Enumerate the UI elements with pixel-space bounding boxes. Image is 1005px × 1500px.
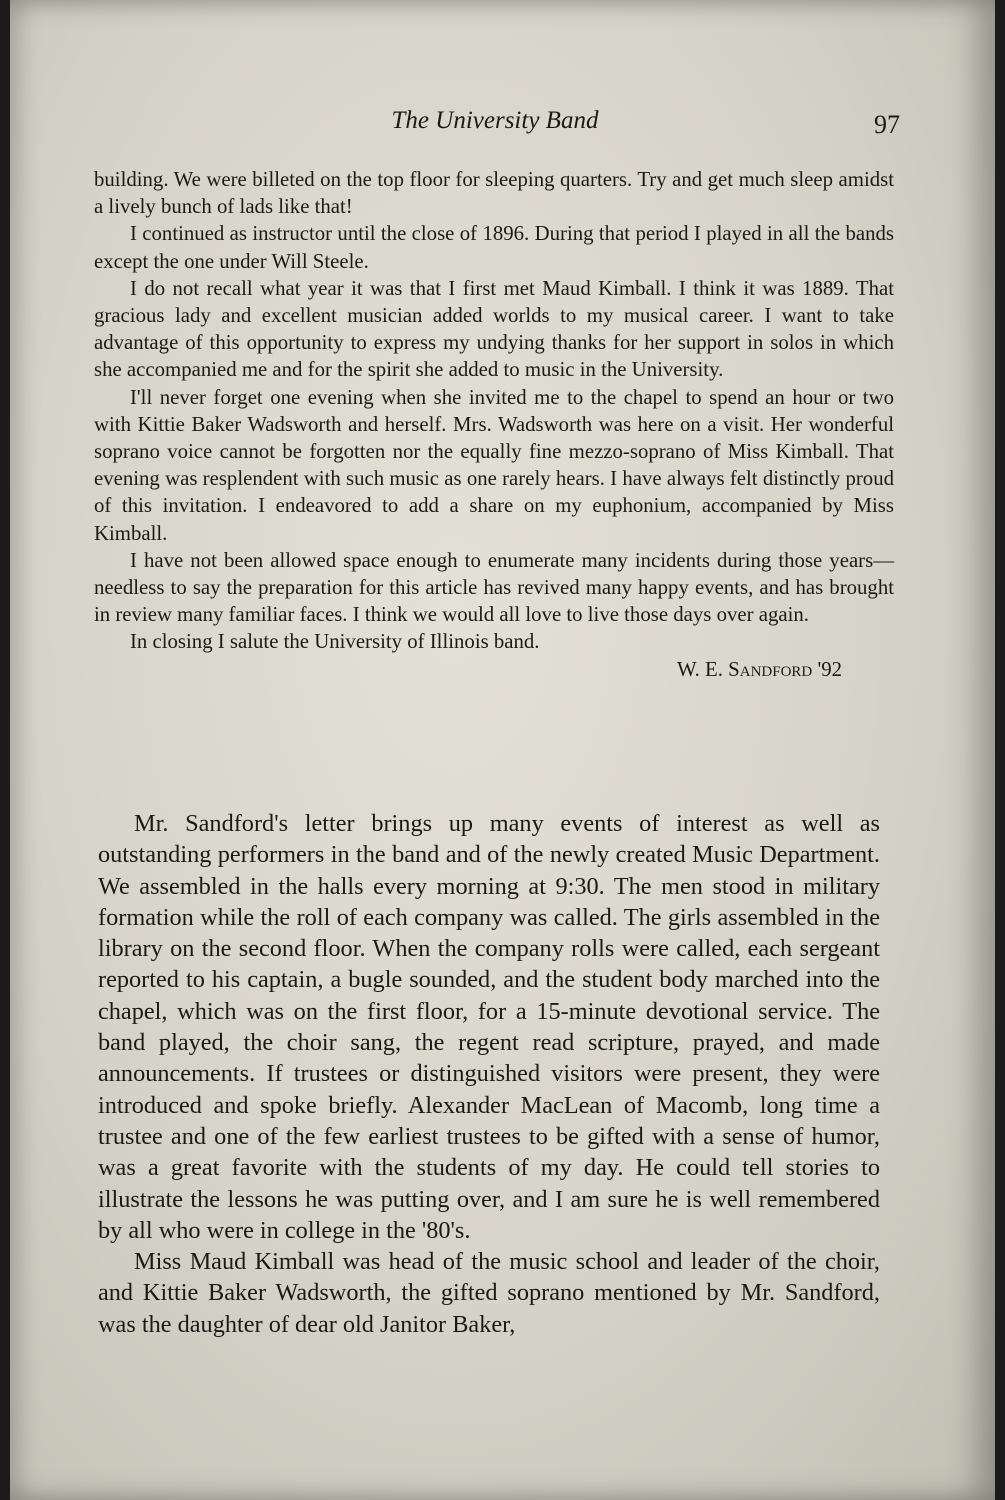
letter-paragraph: I'll never forget one evening when she invited me to the chapel to spend an hour or two with Kittie Baker Wadsworth and herself. Mrs. Wadsworth was here on a visit. Her wonderful soprano voice cannot be forgotten nor the equally fine mezzo-soprano of Miss Kimball. That evening was resplendent with such music as one rarely hears. I have always felt distinctly proud of this invitation. I endeavored to add a share on my euphonium, accompanied by Miss Kimball. [94, 385, 894, 545]
quoted-letter [94, 166, 894, 683]
signature-year: '92 [817, 657, 842, 681]
letter-paragraph: I do not recall what year it was that I first met Maud Kimball. I think it was 1889. That gracious lady and excellent musician added worlds to my musical career. I want to take advantage of this opportunity to express my undying thanks for her support in solos in which she accompanied me and for the spirit she added to music in the University. [94, 276, 894, 382]
letter-paragraph: In closing I salute the University of Illinois band. [130, 630, 540, 654]
body-text [98, 808, 880, 1340]
body-paragraph: Mr. Sandford's letter brings up many events of interest as well as outstanding performers in the band and of the newly created Music Department. We assembled in the halls every morning at 9:30. The men stood in military formation while the roll of each company was called. The girls assembled in the library on the second floor. When the company rolls were called, each sergeant reported to his captain, a bugle sounded, and the student body marched into the chapel, which was on the first floor, for a 15-minute devotional service. The band played, the choir sang, the regent read scripture, prayed, and made announcements. If trustees or distinguished visitors were present, they were introduced and spoke briefly. Alexander MacLean of Macomb, long time a trustee and one of the few earliest trustees to be gifted with a sense of humor, was a great favorite with the students of my day. He could tell stories to illustrate the lessons he was putting over, and I am sure he is well remembered by all who were in college in the '80's. [98, 810, 880, 1244]
letter-signature [94, 656, 894, 683]
signature-name: Sandford [728, 657, 813, 681]
letter-paragraph: I have not been allowed space enough to enumerate many incidents during those years—needless to say the preparation for this article has revived many happy events, and has brought in review many familiar faces. I think we would all love to live those days over again. [94, 548, 894, 627]
page-number: 97 [874, 110, 900, 139]
letter-paragraph: building. We were billeted on the top floor for sleeping quarters. Try and get much sleep amidst a lively bunch of lads like that! [94, 168, 894, 219]
signature-initials: W. E. [676, 657, 723, 681]
running-header [90, 103, 900, 139]
running-title: The University Band [391, 107, 599, 134]
letter-paragraph: I continued as instructor until the close of 1896. During that period I played in all the bands except the one under Will Steele. [94, 222, 894, 273]
book-page [10, 0, 995, 1500]
body-paragraph: Miss Maud Kimball was head of the music school and leader of the choir, and Kittie Baker Wadsworth, the gifted soprano mentioned by Mr. Sandford, was the daughter of dear old Janitor Baker, [98, 1248, 880, 1338]
